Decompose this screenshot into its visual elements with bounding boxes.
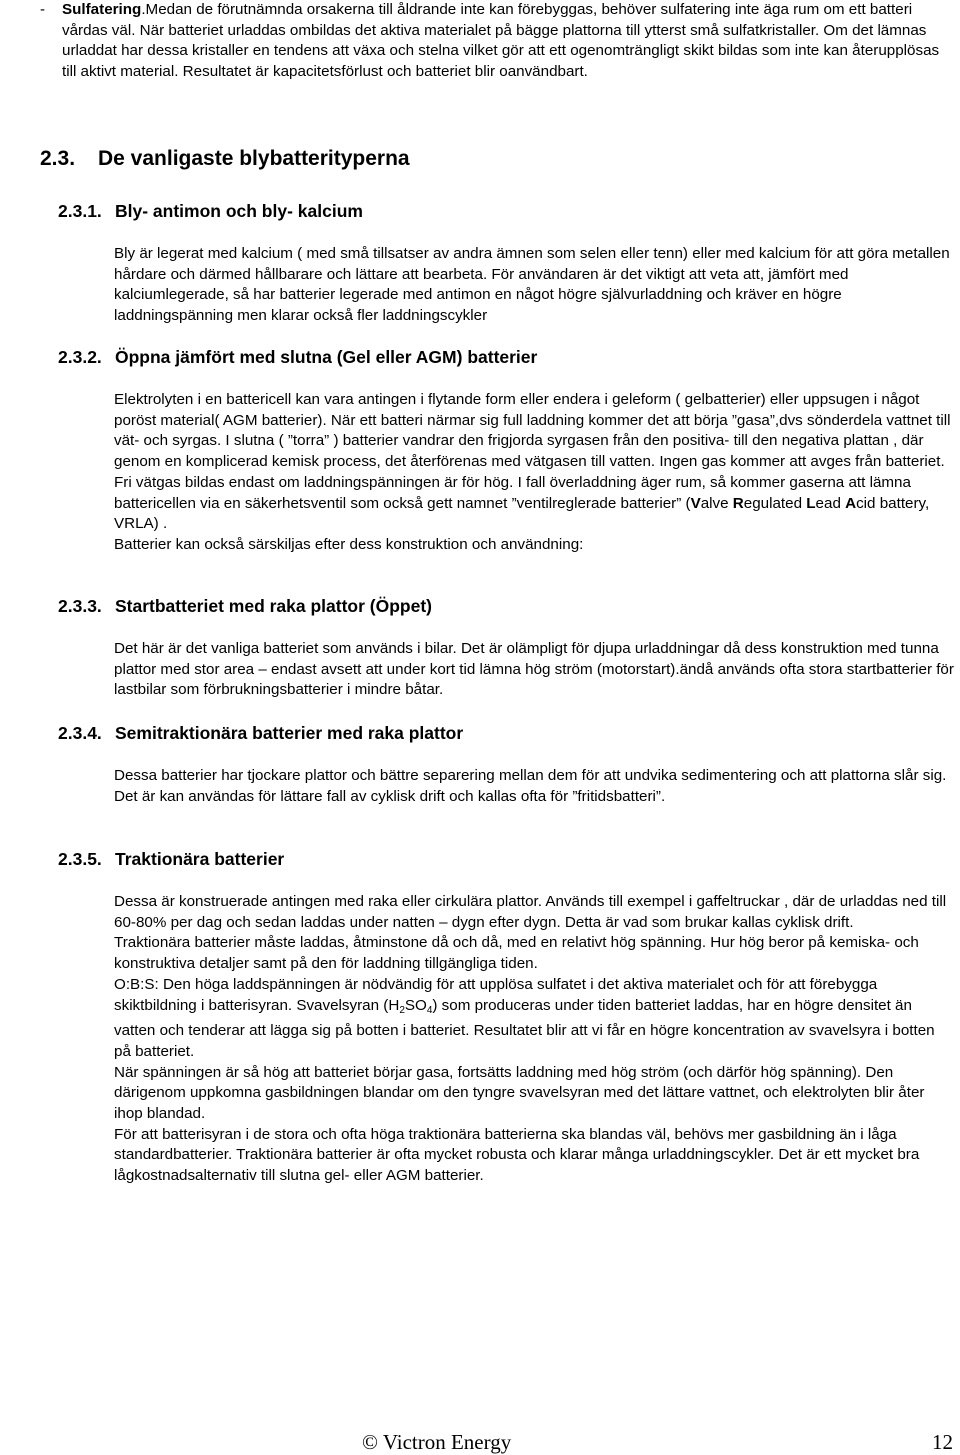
subsection-number: 2.3.4. xyxy=(58,723,102,743)
text-run: O:B:S: Den höga laddspänningen är nödvändig för att upplösa sulfatet i det aktiva materialet och för att förebygga skiktbildning i batterisyran. Svavelsyran (H xyxy=(114,975,878,1014)
subsection-heading-234 xyxy=(58,722,463,744)
intro-term: Sulfatering xyxy=(62,1,142,18)
subsection-heading-235 xyxy=(58,848,284,870)
intro-text: .Medan de förutnämnda orsakerna till åldrande inte kan förebyggas, behöver sulfatering inte äga rum om ett batteri vårdas väl. När batteriet urladdas ombildas det aktiva materialet på bägge plattorna till ytterst små sulfatkristaller. Om det lämnas urladdat har dessa kristaller en tendens att växa och stelna vilket gör att ett ogenomträngligt skikt bildas som inte kan återupplösas till aktivt material. Resultatet är kapacitetsförlust och batteriet blir oanvändbart. xyxy=(62,1,940,80)
paragraph-text: Traktionära batterier måste laddas, åtminstone då och då, med en relativt hög spänning. Hur hög beror på kemiska- och konstruktiva detaljer samt på den för laddning tillgängliga tiden. xyxy=(114,934,919,973)
list-dash: - xyxy=(40,1,46,18)
subsection-number: 2.3.3. xyxy=(58,596,102,616)
subsection-heading-233 xyxy=(58,595,432,617)
subsection-title: Semitraktionära batterier med raka plattor xyxy=(115,723,464,743)
footer-brand: © Victron Energy xyxy=(362,1430,512,1454)
paragraph-232 xyxy=(114,390,954,556)
subsection-number: 2.3.2. xyxy=(58,347,102,367)
subscript: 2 xyxy=(399,1004,405,1016)
intro-paragraph xyxy=(40,0,955,82)
paragraph-233 xyxy=(114,639,954,701)
text-run: Elektrolyten i en battericell kan vara antingen i flytande form eller endera i geleform ( gelbatterier) eller uppsugen i något poröst material( AGM batterier). När ett batteri närmar sig full laddning kommer det att börja ”gasa”,dvs sönderdela vattnet till vät- och syrgas. I slutna ( ”torra” ) batterier vandrar den frigjorda syrgasen från den positiva- till den negativa plattan , där genom en komplicerad kemisk process, det återförenas med vätgasen till vatten. Ingen gas kommer att avges från batteriet. Fri vätgas bildas endast om laddningspänningen är för hög. I fall överladdning äger rum, så kommer gaserna att lämna battericellen via en säkerhetsventil som också gett namnet ”ventilreglerade batterier” ( xyxy=(114,391,951,512)
paragraph-text: När spänningen är så hög att batteriet börjar gasa, fortsätts laddning med hög ström (och därför hög spänning). Den därigenom uppkomna gasbildningen blandar om den tyngre svavelsyran med det lättare vattnet, och elektrolyten blir åter ihop blandad. xyxy=(114,1063,925,1123)
paragraph-text xyxy=(114,975,954,1063)
subsection-title: Traktionära batterier xyxy=(115,849,285,869)
text-run: R xyxy=(732,494,744,512)
text-run: egulated xyxy=(743,494,807,512)
paragraph-text: För att batterisyran i de stora och ofta höga traktionära batterierna ska blandas väl, behövs mer gasbildning än i låga standardbatterier. Traktionära batterier är ofta mycket robusta och klarar många urladdningscykler. Det är ett mycket bra lågkostnadsalternativ till slutna gel- eller AGM batterier. xyxy=(114,1125,920,1185)
text-run: SO xyxy=(404,996,427,1014)
paragraph-text: Batterier kan också särskiljas efter dess konstruktion och användning: xyxy=(114,535,584,553)
text-run: V xyxy=(690,494,701,512)
paragraph-231 xyxy=(114,244,954,327)
subsection-title: Bly- antimon och bly- kalcium xyxy=(115,201,363,221)
text-run: L xyxy=(806,494,816,512)
text-run: alve xyxy=(700,494,733,512)
paragraph-text: Dessa är konstruerade antingen med raka eller cirkulära plattor. Används till exempel i gaffeltruckar , där de urladdas ned till 60-80% per dag och sedan laddas under natten – dygn efter dygn. Detta är vad som brukar kallas cyklisk drift. xyxy=(114,893,947,931)
subsection-number: 2.3.1. xyxy=(58,201,102,221)
paragraph-235 xyxy=(114,892,954,1187)
text-run: A xyxy=(845,494,857,512)
paragraph-text: Det här är det vanliga batteriet som används i bilar. Det är olämpligt för djupa urladdningar då dess konstruktion med tunna plattor med stor area – endast avsett att under kort tid lämna hög ström (motorstart).ändå används ofta stora startbatterier för lastbilar som förbrukningsbatterier i mindre båtar. xyxy=(114,640,954,699)
paragraph-234 xyxy=(114,766,954,807)
page-number: 12 xyxy=(932,1430,953,1454)
subscript: 4 xyxy=(426,1004,433,1016)
paragraph-text: Dessa batterier har tjockare plattor och bättre separering mellan dem för att undvika sedimentering och att plattorna slår sig. Det är kan användas för lättare fall av cyklisk drift och kallas ofta för ”fritidsbatteri”. xyxy=(114,767,947,805)
subsection-heading-232 xyxy=(58,346,537,368)
subsection-heading-231 xyxy=(58,200,363,222)
subsection-title: Startbatteriet med raka plattor (Öppet) xyxy=(115,596,432,616)
text-run: ) som produceras under tiden batteriet laddas, har en högre densitet än vatten och tenderar att lägga sig på botten i batteriet. Resultatet blir att vi får en högre koncentration av svavelsyra i botten på batteriet. xyxy=(114,996,935,1060)
text-run: cid battery, VRLA) . xyxy=(114,494,930,533)
paragraph-text: Bly är legerat med kalcium ( med små tillsatser av andra ämnen som selen eller tenn) eller med kalcium för att göra metallen hårdare och därmed hållbarare och lättare att bearbeta. För användaren är det viktigt att veta att, jämfört med kalciumlegerade, så har batterier legerade med antimon en något högre självurladdning och kräver en högre laddningspänning men klarar också fler laddningscykler xyxy=(114,245,950,325)
subsection-title: Öppna jämfört med slutna (Gel eller AGM) batterier xyxy=(115,347,538,367)
text-run: ead xyxy=(815,494,846,512)
subsection-number: 2.3.5. xyxy=(58,849,102,869)
paragraph-text xyxy=(114,390,954,535)
section-heading xyxy=(40,146,410,172)
section-number: 2.3. xyxy=(40,147,76,170)
section-title: De vanligaste blybatterityperna xyxy=(98,147,410,170)
